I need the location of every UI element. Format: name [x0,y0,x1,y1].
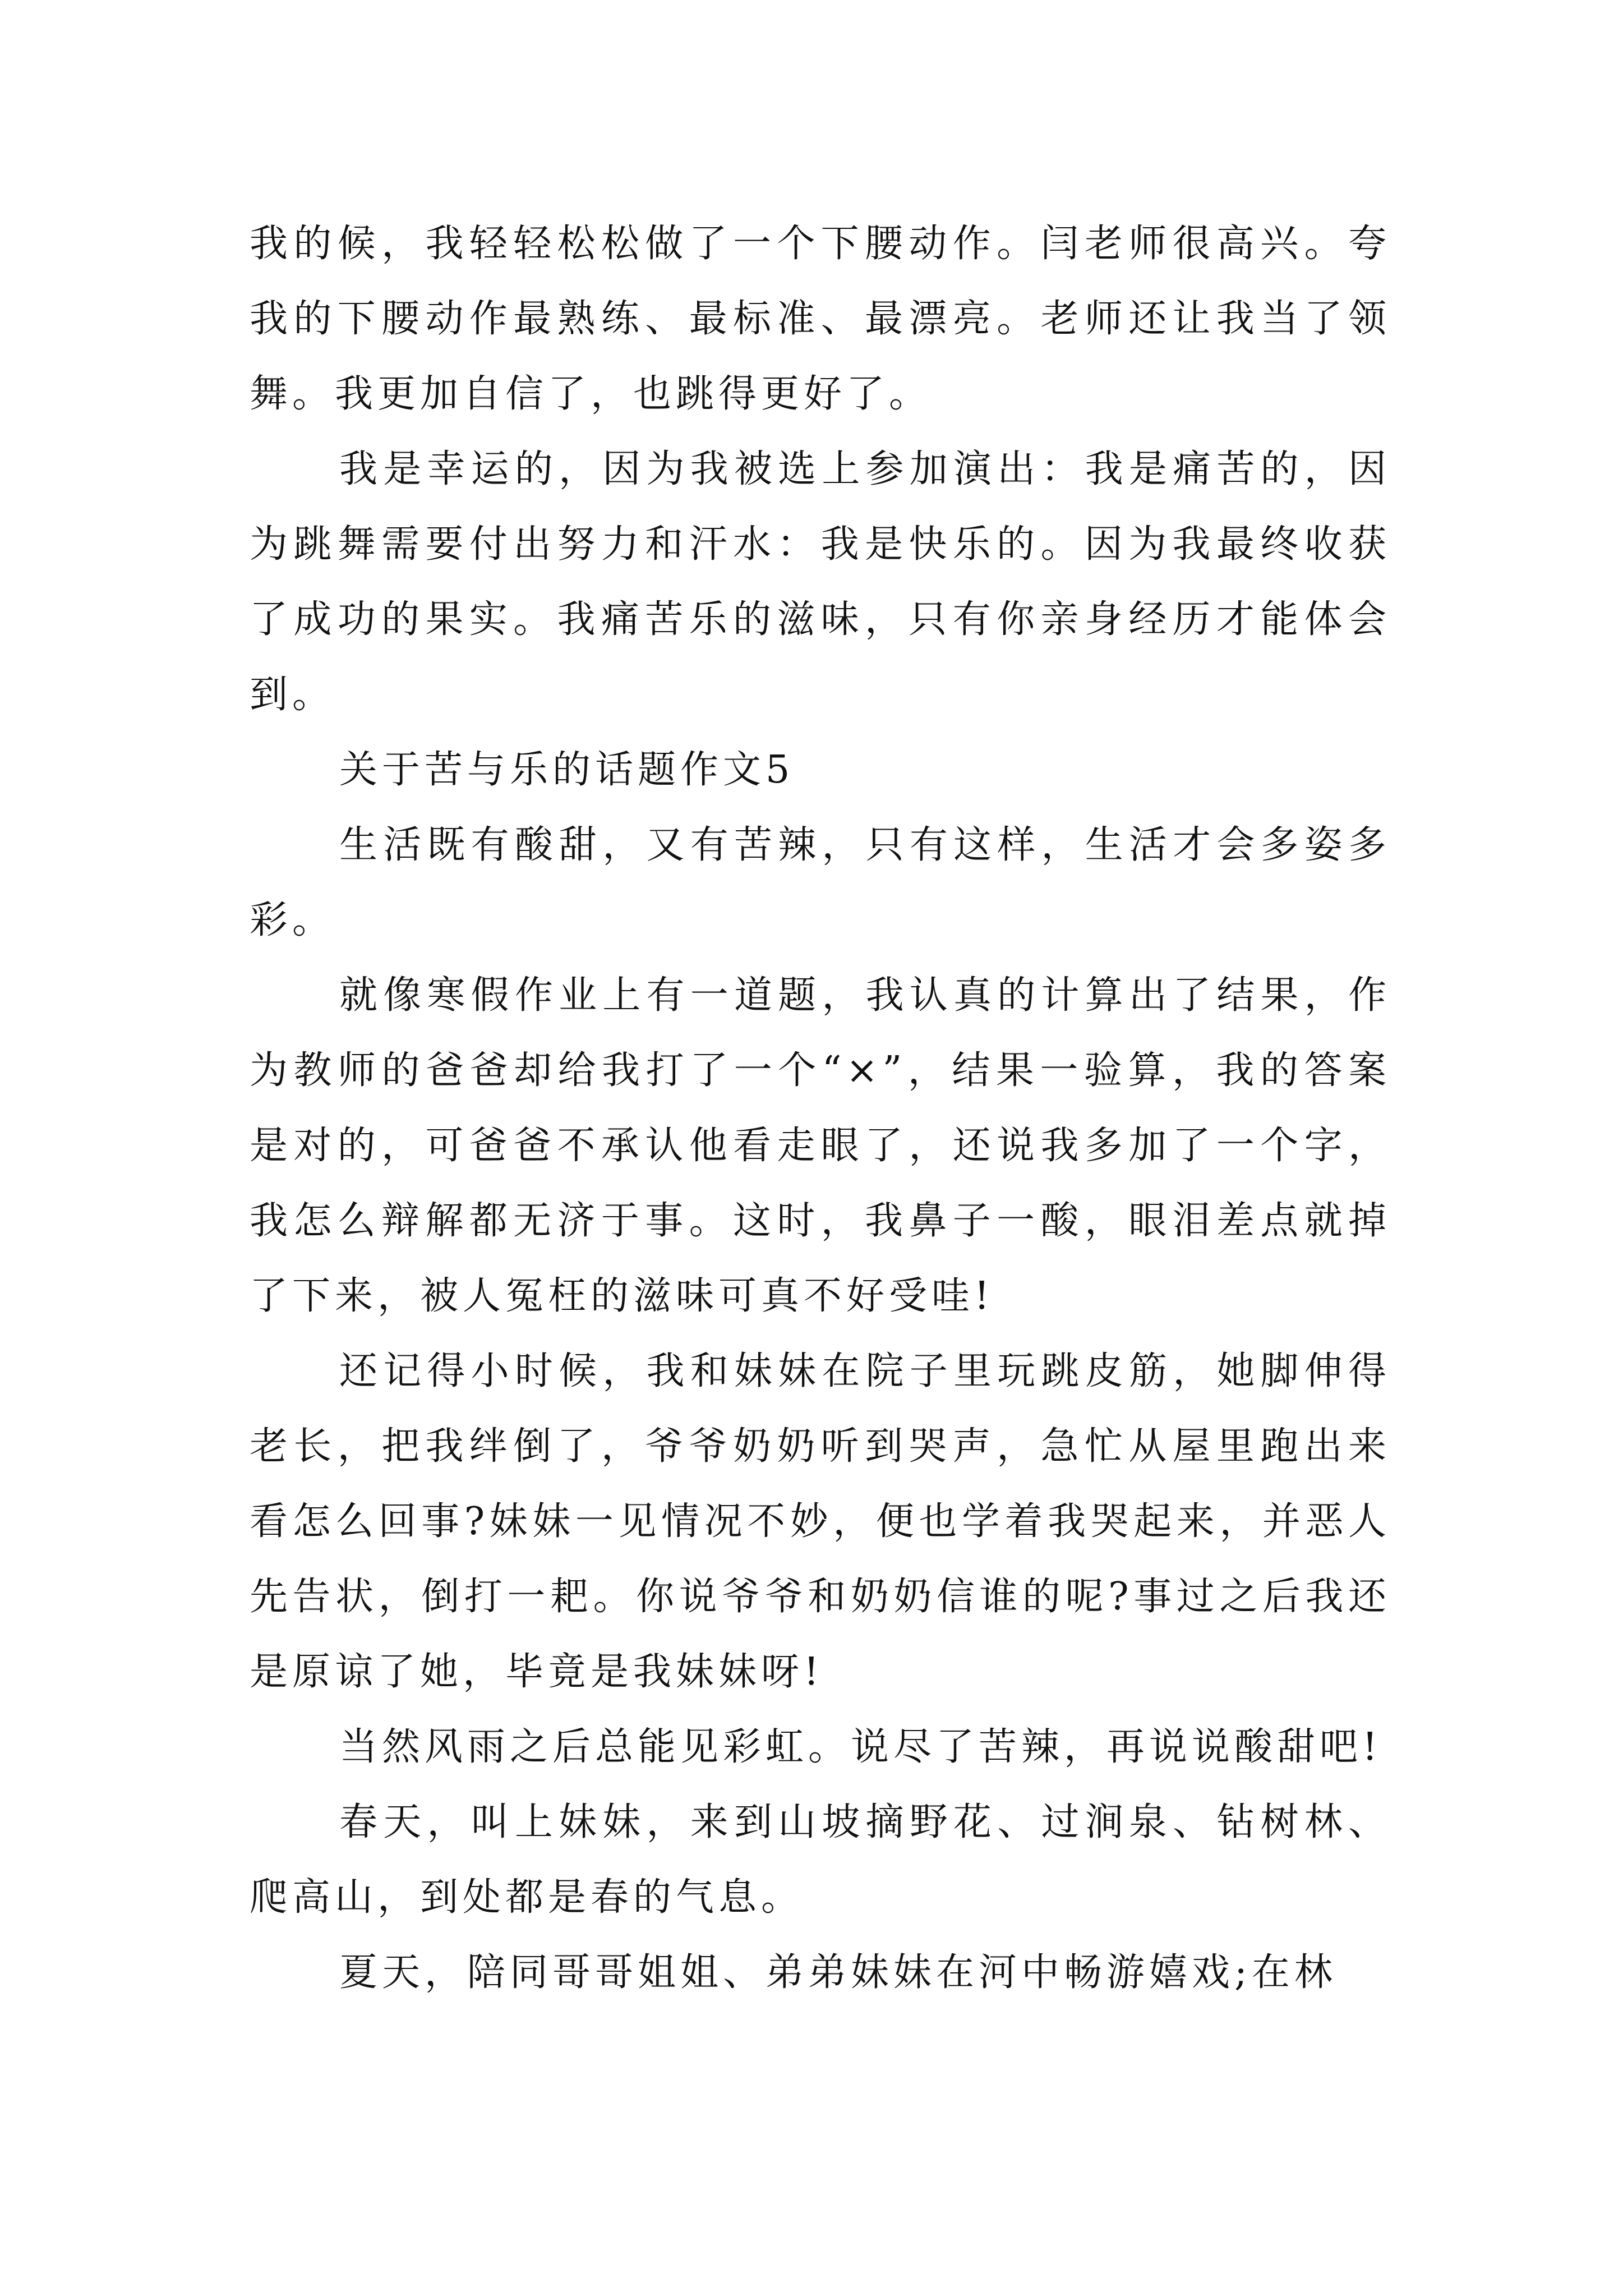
paragraph: 我是幸运的，因为我被选上参加演出：我是痛苦的，因为跳舞需要付出努力和汗水：我是快乐的。因为我最终收获了成功的果实。我痛苦乐的滋味，只有你亲身经历才能体会到。 [250,447,1391,717]
document-body [250,206,1391,2010]
paragraph: 当然风雨之后总能见彩虹。说尽了苦辣，再说说酸甜吧! [339,1725,1382,1769]
paragraph: 生活既有酸甜，又有苦辣，只有这样，生活才会多姿多彩。 [250,823,1391,942]
paragraph: 还记得小时候，我和妹妹在院子里玩跳皮筋，她脚伸得老长，把我绊倒了，爷爷奶奶听到哭声，急忙从屋里跑出来看怎么回事?妹妹一见情况不妙，便也学着我哭起来，并恶人先告状，倒打一耙。你说爷爷和奶奶信谁的呢?事过之后我还是原谅了她，毕竟是我妹妹呀! [250,1349,1391,1694]
paragraph: 我的候，我轻轻松松做了一个下腰动作。闫老师很高兴。夸我的下腰动作最熟练、最标准、最漂亮。老师还让我当了领舞。我更加自信了，也跳得更好了。 [250,222,1391,416]
section-heading: 关于苦与乐的话题作文5 [339,748,795,792]
paragraph: 就像寒假作业上有一道题，我认真的计算出了结果，作为教师的爸爸却给我打了一个“×”，结果一验算，我的答案是对的，可爸爸不承认他看走眼了，还说我多加了一个字，我怎么辩解都无济于事。这时，我鼻子一酸，眼泪差点就掉了下来，被人冤枉的滋味可真不好受哇! [250,973,1391,1318]
paragraph: 夏天，陪同哥哥姐姐、弟弟妹妹在河中畅游嬉戏;在林 [339,1950,1337,1995]
paragraph: 春天，叫上妹妹，来到山坡摘野花、过涧泉、钻树林、爬高山，到处都是春的气息。 [250,1800,1391,1920]
